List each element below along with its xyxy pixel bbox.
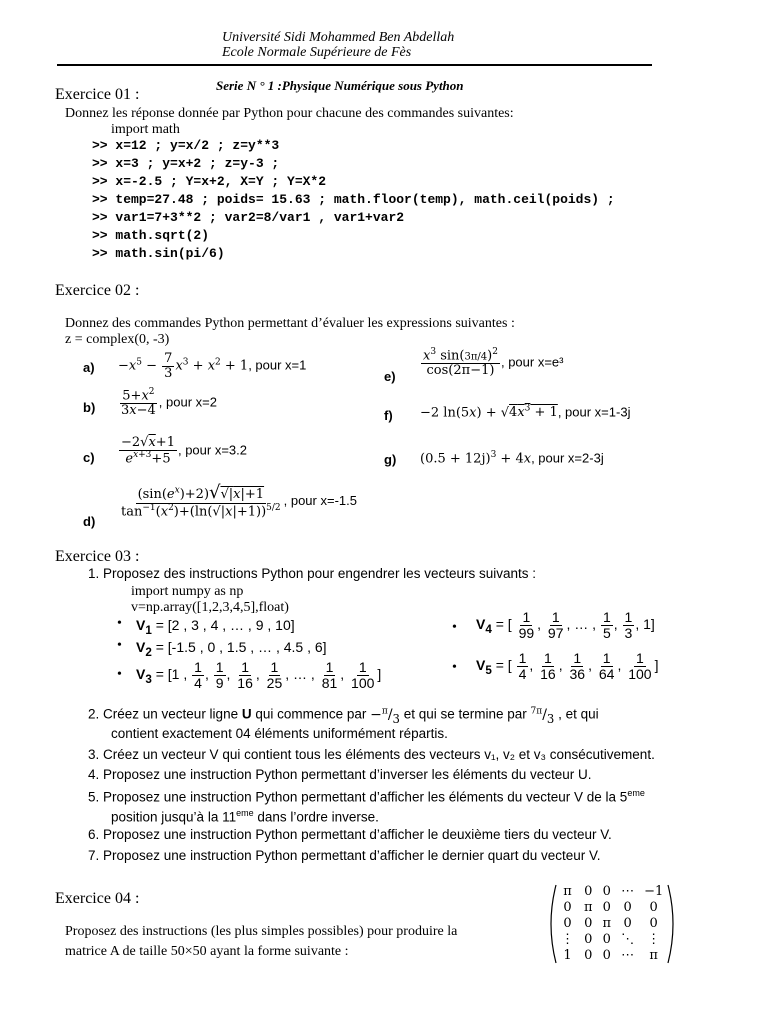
label-e: e): [384, 369, 396, 384]
right-paren-icon: [666, 884, 678, 964]
ex3-item-1: 1. Proposez des instructions Python pour engendrer les vecteurs suivants :: [88, 566, 536, 581]
vector-v4: $V_4$ = [ $\frac{1}{99}$ , $\frac{1}{97}$ , … , $\frac{1}{5}$ , $\frac{1}{3}$ , 1]: [476, 609, 655, 641]
ex1-command: >> x=3 ; y=x+2 ; z=y-3 ;: [92, 156, 280, 171]
serie-title: Serie N ° 1 :Physique Numérique sous Python: [216, 78, 464, 93]
ex3-array-def: v=np.array([1,2,3,4,5],float): [131, 600, 289, 615]
ex3-title: Exercice 03 :: [55, 548, 140, 565]
vector-v1: $V_1 = [2$ , 3 , 4 , … , 9 , 10]: [136, 617, 295, 637]
left-paren-icon: [546, 884, 558, 964]
header-rule: [57, 64, 652, 66]
expr-b: $\frac{5+x^2}{3x-4}$ , pour x=2: [121, 387, 217, 418]
university-name: Université Sidi Mohammed Ben Abdellah: [222, 30, 455, 45]
vector-v3: $V_3 = [1$ , $\frac{1}{4}$ , $\frac{1}{9}$ , $\frac{1}{16}$ , $\frac{1}{25}$ , … , $\frac{1}{81}$ , $\frac{1}{100}$ ]: [136, 659, 382, 691]
ex1-command: >> x=12 ; y=x/2 ; z=y**3: [92, 138, 280, 153]
expr-a: $-x^5$ − $\frac{7}{3}$ $x^3 + x^2 + 1$, pour x=1: [118, 351, 307, 381]
ex1-title: Exercice 01 :: [55, 86, 140, 103]
ex3-item-7: 7. Proposez une instruction Python permettant d’afficher le dernier quart du vecteur V.: [88, 848, 601, 863]
matrix-row: 0 0 π 0 0: [563, 916, 658, 931]
ex1-question: Donnez les réponse donnée par Python pour chacune des commandes suivantes:: [65, 106, 514, 121]
ex1-command: >> temp=27.48 ; poids= 15.63 ; math.floor(temp), math.ceil(poids) ;: [92, 192, 615, 207]
bullet-icon: •: [117, 638, 122, 653]
ex1-import: import math: [111, 122, 180, 137]
label-c: c): [83, 450, 95, 465]
ex3-item-2: 2. Créez un vecteur ligne U qui commence par $-^\pi/_3$ et qui se termine par $^{7\pi}/_3$ , et qui: [88, 706, 599, 726]
label-f: f): [384, 408, 393, 423]
expr-g: $(0.5 + 12j)^3 + 4x$, pour x=2-3j: [420, 450, 604, 467]
bullet-icon: •: [117, 667, 122, 682]
expr-e: $\frac{x^3 \sin(3\pi/4)^2}{\cos(2\pi-1)}$ , pour x=e³: [423, 347, 564, 378]
ex3-item-2-cont: contient exactement 04 éléments uniformément répartis.: [111, 726, 448, 741]
ex3-item-4: 4. Proposez une instruction Python permettant d’inverser les éléments du vecteur U.: [88, 767, 592, 782]
expr-d: $\frac{(\sin(e^x)+2)√√|x|+1}{\tan^{-1}(x^2)+(\ln(√|x|+1))^{5/2}}$ , pour x=-1.5: [121, 482, 357, 520]
matrix-row: 1 0 0 ⋯ π: [563, 948, 658, 963]
expr-f: −2 $\ln(5x) + √4x^3 + 1$, pour x=1-3j: [420, 404, 631, 421]
label-d: d): [83, 514, 96, 529]
vector-v5: $V_5$ = [ $\frac{1}{4}$ , $\frac{1}{16}$ , $\frac{1}{36}$ , $\frac{1}{64}$ , $\frac{1}{100}$ ]: [476, 650, 659, 682]
ex2-complex-def: z = complex(0, -3): [65, 332, 170, 347]
school-name: Ecole Normale Supérieure de Fès: [222, 45, 412, 60]
ex1-command: >> math.sqrt(2): [92, 228, 210, 243]
ex3-item-5: 5. Proposez une instruction Python permettant d’afficher les éléments du vecteur V de la 5eme: [88, 788, 645, 805]
vector-v2: $V_2 = [-1.5$ , 0 , 1.5 , … , 4.5 , 6]: [136, 639, 327, 659]
matrix-a: [556, 884, 668, 964]
bullet-icon: •: [452, 660, 457, 675]
matrix-row: π 0 0 ⋯ −1: [563, 884, 664, 899]
ex3-import-numpy: import numpy as np: [131, 584, 244, 599]
label-a: a): [83, 360, 95, 375]
ex3-item-5-cont: position jusqu’à la 11eme dans l’ordre inverse.: [111, 808, 379, 825]
ex1-command: >> math.sin(pi/6): [92, 246, 225, 261]
ex2-title: Exercice 02 :: [55, 282, 140, 299]
ex1-command: >> x=-2.5 ; Y=x+2, X=Y ; Y=X*2: [92, 174, 327, 189]
ex3-item-3: 3. Créez un vecteur V qui contient tous les éléments des vecteurs v₁, v₂ et v₃ consécutivement.: [88, 747, 655, 762]
ex2-question: Donnez des commandes Python permettant d’évaluer les expressions suivantes :: [65, 316, 515, 331]
ex4-question-2: matrice A de taille 50×50 ayant la forme suivante :: [65, 944, 349, 959]
ex4-question-1: Proposez des instructions (les plus simples possibles) pour produire la: [65, 924, 458, 939]
ex1-command: >> var1=7+3**2 ; var2=8/var1 , var1+var2: [92, 210, 405, 225]
expr-c: $\frac{-2√x+1}{e^{x+3}+5}$ , pour x=3.2: [121, 435, 247, 466]
bullet-icon: •: [117, 616, 122, 631]
matrix-row: 0 π 0 0 0: [563, 900, 658, 915]
label-b: b): [83, 400, 96, 415]
bullet-icon: •: [452, 620, 457, 635]
ex3-item-6: 6. Proposez une instruction Python permettant d’afficher le deuxième tiers du vecteur V.: [88, 827, 612, 842]
label-g: g): [384, 452, 397, 467]
matrix-row: ⋮ 0 0 ⋱ ⋮: [561, 932, 661, 947]
ex4-title: Exercice 04 :: [55, 890, 140, 907]
